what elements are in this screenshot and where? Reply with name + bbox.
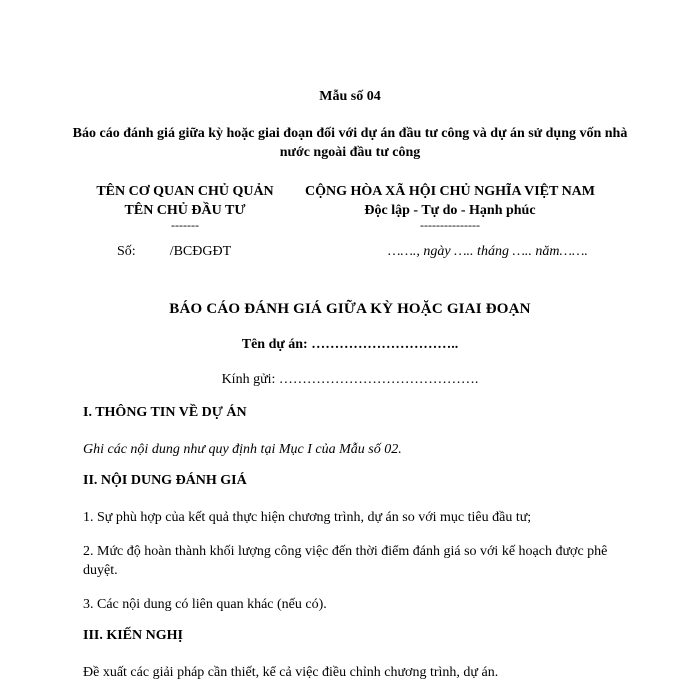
number-code: /BCĐGĐT	[169, 244, 232, 259]
document-number	[117, 244, 231, 260]
section-2-item-3: 3. Các nội dung có liên quan khác (nếu có).	[83, 597, 327, 612]
national-title: CỘNG HÒA XÃ HỘI CHỦ NGHĨA VIỆT NAM	[304, 184, 595, 199]
section-3-text: Đề xuất các giải pháp cần thiết, kể cả việc điều chỉnh chương trình, dự án.	[83, 665, 499, 680]
agency-divider: -------	[171, 218, 199, 232]
investor-name: TÊN CHỦ ĐẦU TƯ	[124, 203, 246, 218]
project-name-line: Tên dự án: …………………………..	[241, 337, 459, 352]
recipient-line: Kính gửi: …………………………………….	[221, 372, 479, 387]
section-2-title: II. NỘI DUNG ĐÁNH GIÁ	[83, 473, 247, 488]
report-title: BÁO CÁO ĐÁNH GIÁ GIỮA KỲ HOẶC GIAI ĐOẠN	[169, 301, 531, 317]
national-header	[270, 182, 630, 230]
national-divider: ---------------	[420, 218, 480, 232]
section-2-item-1: 1. Sự phù hợp của kết quả thực hiện chương trình, dự án so với mục tiêu đầu tư;	[83, 510, 532, 525]
date-line: ……., ngày ….. tháng ….. năm…….	[388, 244, 588, 259]
section-3-title: III. KIẾN NGHỊ	[83, 628, 183, 643]
section-2-item-2: 2. Mức độ hoàn thành khối lượng công việc đến thời điểm đánh giá so với kế hoạch được phê duyệt.	[83, 544, 608, 578]
form-number: Mẫu số 04	[319, 89, 381, 104]
document-description: Báo cáo đánh giá giữa kỳ hoặc giai đoạn đối với dự án đầu tư công và dự án sử dụng vốn nhà nước ngoài đầu tư công	[72, 126, 628, 160]
national-motto: Độc lập - Tự do - Hạnh phúc	[364, 203, 536, 218]
section-1-text: Ghi các nội dung như quy định tại Mục I của Mẫu số 02.	[83, 442, 402, 457]
agency-header	[70, 182, 300, 230]
agency-name: TÊN CƠ QUAN CHỦ QUẢN	[96, 184, 274, 199]
section-1-title: I. THÔNG TIN VỀ DỰ ÁN	[83, 405, 247, 420]
number-label: Số:	[117, 244, 136, 259]
